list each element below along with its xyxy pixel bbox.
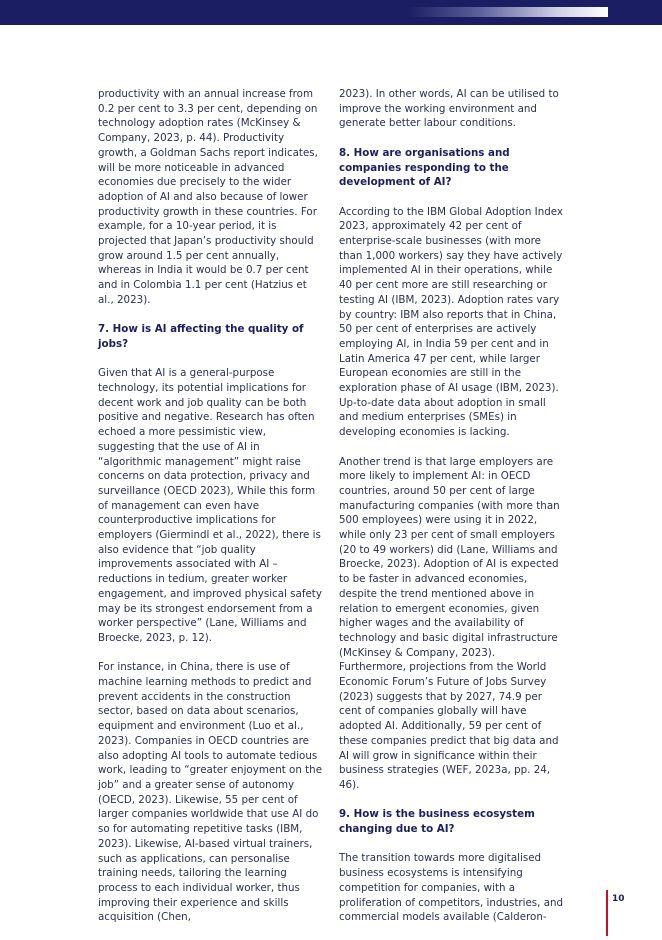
paragraph: Another trend is that large employers are more likely to implement AI: in OECD countries, around 50 per cent of large manufacturing companies (with more than 500 employees) were using it in 2022, while only 23 per cent of small employers (20 to 49 workers) did (Lane, Williams and Broecke, 2023). Adoption of AI is expected to be faster in advanced economies, despite the trend mentioned above in relation to emergent economies, given higher wages and the availability of technology and basic digital infrastructure (McKinsey & Company, 2023). Furthermore, projections from the World Economic Forum’s Future of Jobs Survey (2023) suggests that by 2027, 74.9 per cent of companies globally will have adopted AI. Additionally, 59 per cent of these companies predict that big data and AI will grow in significance within their business strategies (WEF, 2023a, pp. 24, 46). — [339, 455, 560, 791]
section-heading-7: 7. How is AI affecting the quality of jobs? — [98, 323, 304, 350]
right-column — [339, 87, 564, 940]
section-heading-8: 8. How are organisations and companies responding to the development of AI? — [339, 146, 510, 189]
header-bar — [0, 0, 662, 25]
paragraph: According to the IBM Global Adoption Index 2023, approximately 42 per cent of enterprise-scale businesses (with more than 1,000 workers) say they have actively implemented AI in their operations, while 40 per cent more are still researching or testing AI (IBM, 2023). Adoption rates vary by country: IBM also reports that in China, 50 per cent of enterprises are actively employing AI, in India 59 per cent and in Latin America 47 per cent, while larger European economies are still in the exploration phase of AI usage (IBM, 2023). Up-to-date data about adoption in small and medium enterprises (SMEs) in developing economies is lacking. — [339, 205, 564, 439]
left-column — [98, 87, 323, 940]
page-number: 10 — [612, 894, 625, 904]
section-heading-9: 9. How is the business ecosystem changing due to AI? — [339, 808, 535, 836]
paragraph: 2023). In other words, AI can be utilised to improve the working environment and generate better labour conditions. — [339, 88, 559, 130]
header-gradient-stripe — [408, 7, 608, 17]
paragraph: Given that AI is a general-purpose technology, its potential implications for decent work and job quality can be both positive and negative. Research has often echoed a more pessimistic view, suggesting that the use of AI in “algorithmic management” might raise concerns on data protection, privacy and surveillance (OECD 2023), While this form of management can even have counterproductive implications for employers (Giermindl et al., 2022), there is also evidence that “job quality improvements associated with AI – reductions in tedium, greater worker engagement, and improved physical safety may be its strongest endorsement from a worker perspective” (Lane, Williams and Broecke, 2023, p. 12). — [98, 367, 322, 644]
paragraph: productivity with an annual increase from 0.2 per cent to 3.3 per cent, depending on technology adoption rates (McKinsey & Company, 2023, p. 44). Productivity growth, a Goldman Sachs report indicates, will be more noticeable in advanced economies due precisely to the wider adoption of AI and also because of lower productivity growth in these countries. For example, for a 10-year period, it is projected that Japan’s productivity should grow around 1.5 per cent annually, whereas in India it would be 0.7 per cent and in Colombia 1.1 per cent (Hatzius et al., 2023). — [98, 88, 318, 306]
page-number-rule — [606, 890, 608, 936]
paragraph: For instance, in China, there is use of machine learning methods to predict and prevent accidents in the construction sector, based on data about scenarios, equipment and environment (Luo et al., 2023). Companies in OECD countries are also adopting AI tools to automate tedious work, leading to “greater enjoyment on the job” and a greater sense of autonomy (OECD, 2023). Likewise, 55 per cent of larger companies worldwide that use AI do so for automating repetitive tasks (IBM, 2023). Likewise, AI-based virtual trainers, such as applications, can personalise training needs, tailoring the learning process to each individual worker, thus improving their experience and skills acquisition (Chen, — [98, 661, 323, 924]
paragraph: The transition towards more digitalised business ecosystems is intensifying competition for companies, with a proliferation of competitors, industries, and commercial models available (Calderon- — [339, 852, 564, 924]
